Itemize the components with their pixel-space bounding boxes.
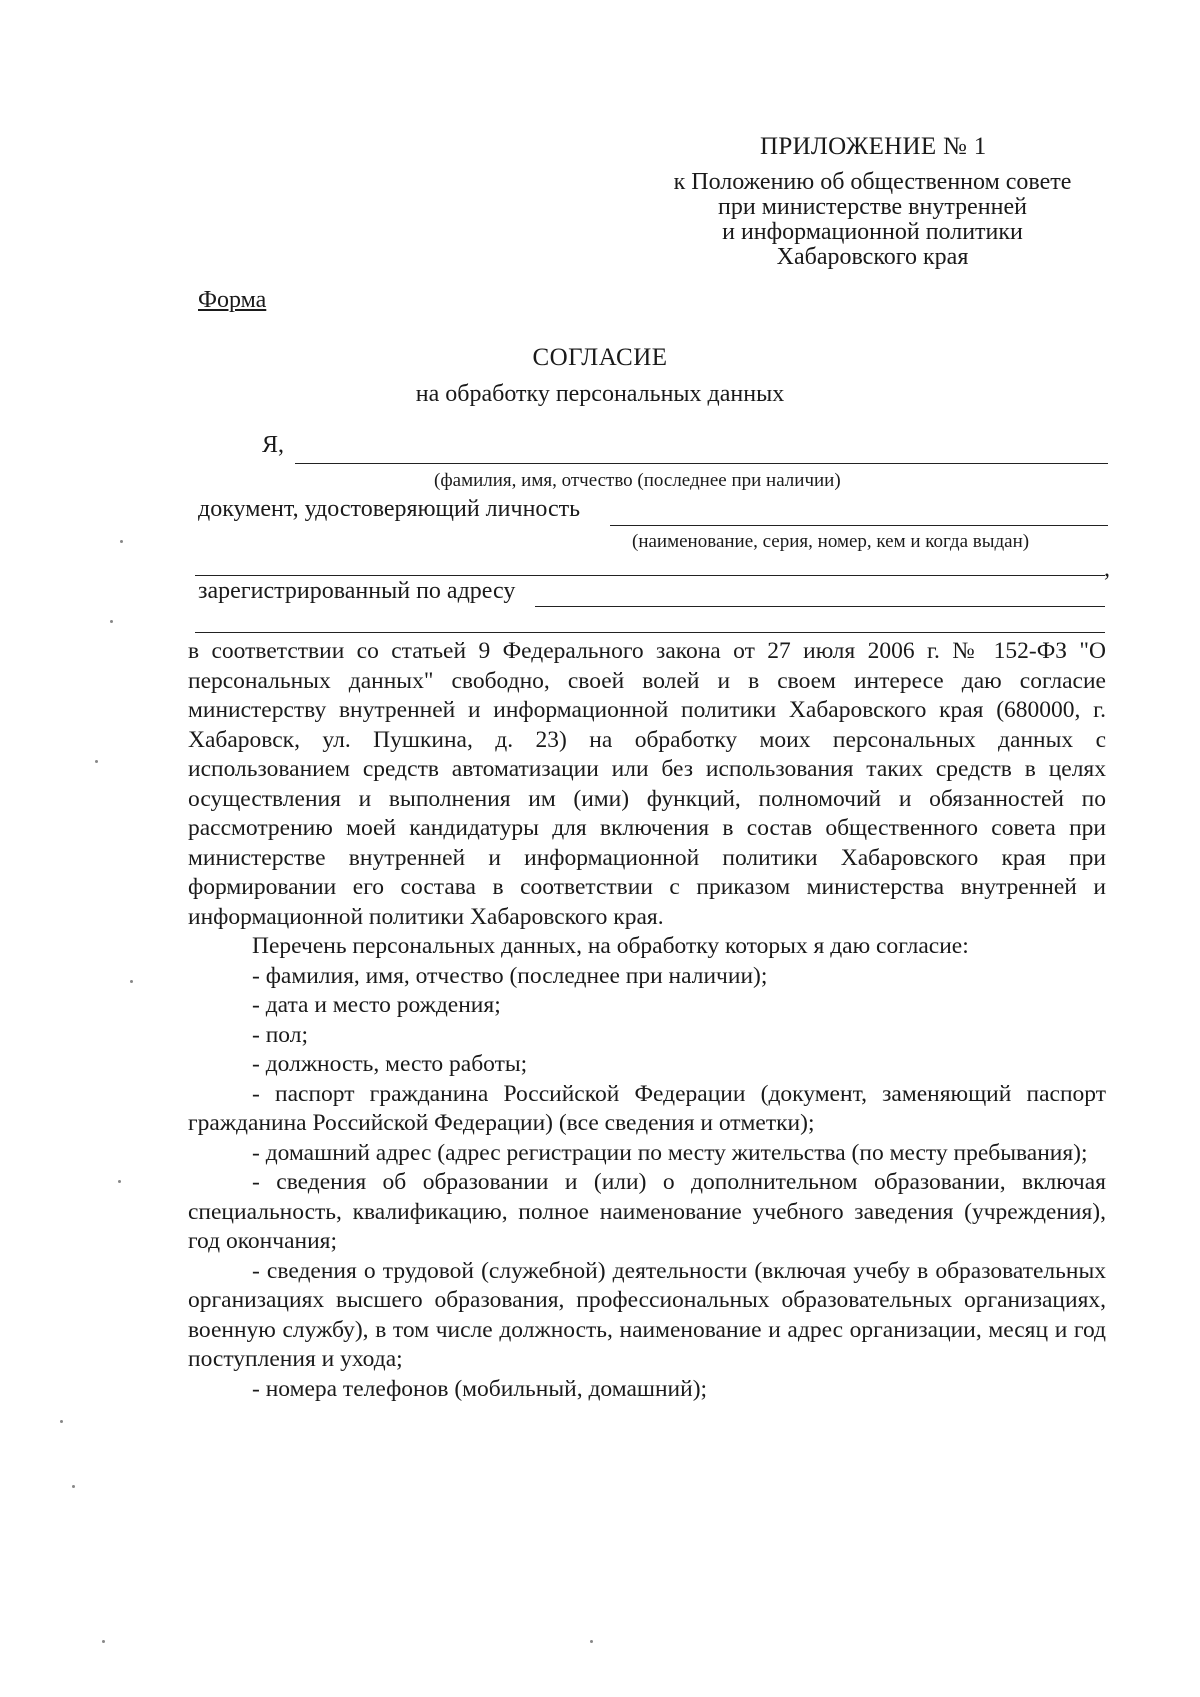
data-list-item: - должность, место работы; <box>252 1051 528 1077</box>
data-list-item: - сведения об образовании и (или) о дополнительном образовании, включая специальность, квалификацию, полное наименование учебного заведения (учреждения), год окончания; <box>188 1169 1106 1254</box>
data-list-item: - пол; <box>252 1021 308 1048</box>
consent-body <box>188 637 1106 1404</box>
form-label: Форма <box>198 287 267 313</box>
data-list-item: - номера телефонов (мобильный, домашний); <box>252 1375 708 1402</box>
document-title: СОГЛАСИЕ <box>532 344 668 371</box>
appendix-heading: ПРИЛОЖЕНИЕ № 1 <box>760 133 987 160</box>
address-field-line-2[interactable] <box>195 632 1105 633</box>
name-field-hint: (фамилия, имя, отчество (последнее при наличии) <box>434 470 841 491</box>
data-list-intro: Перечень персональных данных, на обработку которых я даю согласие: <box>252 933 969 959</box>
document-subtitle: на обработку персональных данных <box>415 381 785 407</box>
data-list-item: - фамилия, имя, отчество (последнее при наличии); <box>252 962 768 989</box>
id-document-field-hint: (наименование, серия, номер, кем и когда выдан) <box>632 531 1030 552</box>
regulation-reference <box>645 170 1100 270</box>
regulation-reference-line: Хабаровского края <box>776 244 969 270</box>
data-list-item: - паспорт гражданина Российской Федерации (документ, заменяющий паспорт гражданина Российской Федерации) (все сведения и отметки); <box>188 1080 1106 1136</box>
comma: , <box>1104 556 1110 582</box>
id-document-field-line-2[interactable] <box>195 575 1105 576</box>
data-list-item: - сведения о трудовой (служебной) деятельности (включая учебу в образовательных организациях высшего образования, профессиональных образовательных организациях, военную службу), в том числе должность, наименование и адрес организации, месяц и год поступления и ухода; <box>188 1257 1106 1372</box>
regulation-reference-line: при министерстве внутренней <box>718 194 1027 220</box>
name-field-line[interactable] <box>295 463 1108 464</box>
regulation-reference-line: к Положению об общественном совете <box>673 169 1072 195</box>
i-label: Я, <box>262 432 285 458</box>
consent-paragraph: в соответствии со статьей 9 Федерального закона от 27 июля 2006 г. № 152-ФЗ "О персональных данных" свободно, своей волей и в своем интересе даю согласие министерству внутренней и информационной политики Хабаровского края (680000, г. Хабаровск, ул. Пушкина, д. 23) на обработку моих персональных данных с использованием средств автоматизации или без использования таких средств в целях осуществления и выполнения им (ими) функций, полномочий и обязанностей по рассмотрению моей кандидатуры для включения в состав общественного совета при министерстве внутренней и информационной политики Хабаровского края при формировании его состава в соответствии с приказом министерства внутренней и информационной политики Хабаровского края. <box>188 638 1106 930</box>
address-label: зарегистрированный по адресу <box>198 578 516 604</box>
data-list-item: - дата и место рождения; <box>252 992 501 1018</box>
data-list-item: - домашний адрес (адрес регистрации по месту жительства (по месту пребывания); <box>252 1139 1088 1166</box>
regulation-reference-line: и информационной политики <box>722 219 1023 245</box>
id-document-field-line[interactable] <box>610 525 1108 526</box>
id-document-label: документ, удостоверяющий личность <box>198 496 581 522</box>
address-field-line[interactable] <box>535 606 1105 607</box>
